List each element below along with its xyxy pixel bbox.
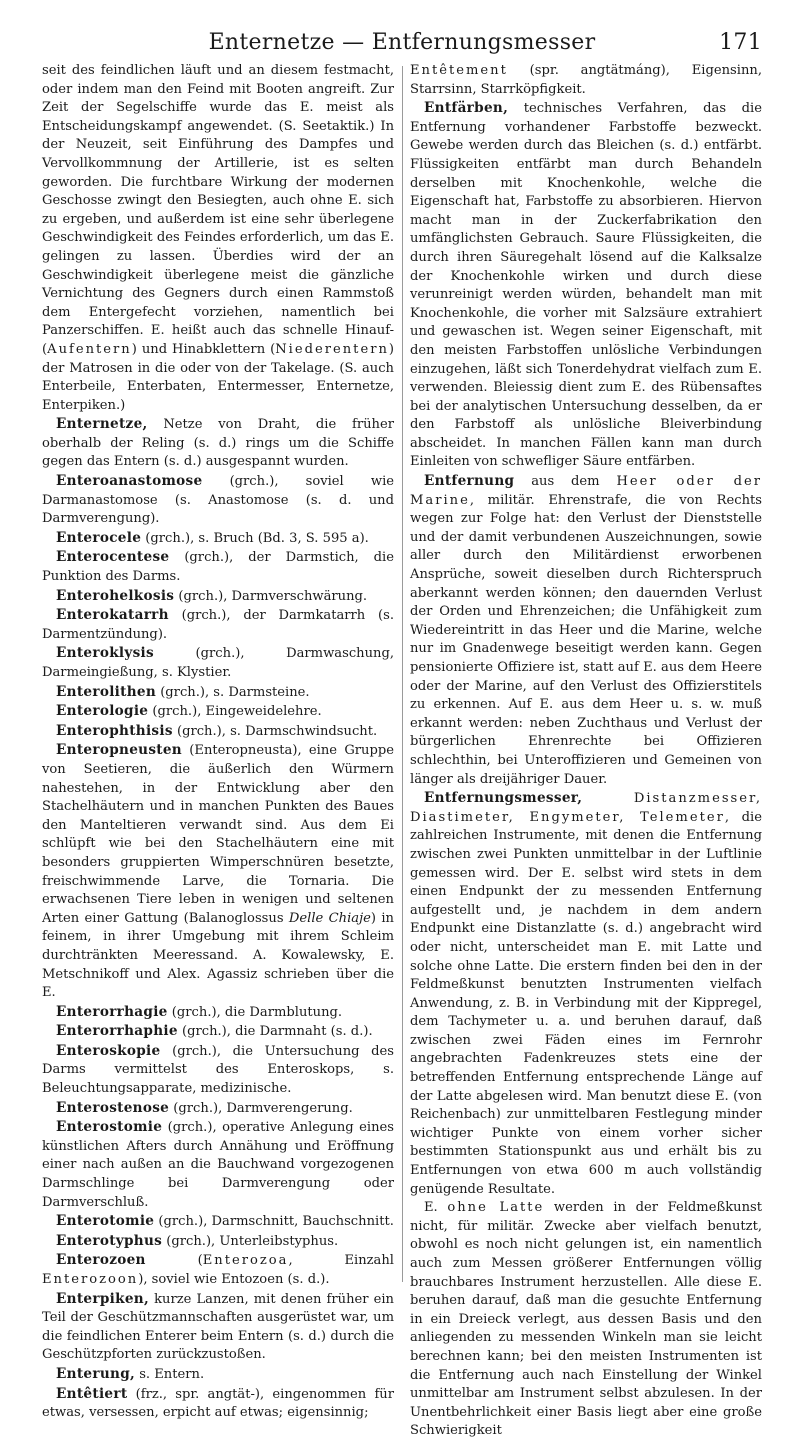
entry-enterostomie: Enterostomie (grch.), operative Anlegung eines künstlichen Afters durch Annähung und Eröffnung einer nach außen an die Bauchwand vorgezogenen Darmschlinge bei Darmverengung oder Darmverschluß.	[42, 1119, 394, 1210]
headword: Entêtiert	[56, 1385, 128, 1402]
text-columns	[42, 62, 762, 1439]
entry-enterocele: Enterocele (grch.), s. Bruch (Bd. 3, S. 595 a).	[56, 529, 369, 546]
entry-enterpiken: Enterpiken, kurze Lanzen, mit denen früher ein Teil der Geschützmannschaften ausgerüstet war, um die feindlichen Enterer beim Entern (s. d.) durch die Geschützpforten zurückzustoßen.	[42, 1290, 394, 1363]
headword: Enterocele	[56, 529, 142, 546]
page-header	[42, 28, 762, 62]
running-title: Enternetze — Entfernungsmesser	[208, 30, 596, 55]
entry-entfernung: Entfernung aus dem Heer oder der Marine, militär. Ehrenstrafe, die von Rechts wegen zur Folge hat: den Verlust der Dienststelle und der damit verbundenen Auszeichnungen, sowie aller durch den Militärdienst erworbenen Ansprüche, soweit dieselben durch Richterspruch aberkannt werden können; den dauernden Verlust der Orden und Ehrenzeichen; die Unfähigkeit zum Wiedereintritt in das Heer und die Marine, welche nur im Gnadenwege beseitigt werden kann. Gegen pensionierte Offiziere ist, statt auf E. aus dem Heere oder der Marine, auf den Verlust des Offizierstitels zu erkennen. Auf E. aus dem Heer u. s. w. muß erkannt werden: neben Zuchthaus und Verlust der bürgerlichen Ehrenrechte bei Offizieren schlechthin, bei Unteroffizieren und Gemeinen von länger als dreijähriger Dauer.	[410, 473, 762, 787]
entry-enterocentese: Enterocentese (grch.), der Darmstich, die Punktion des Darms.	[42, 549, 394, 585]
headword: Enterolithen	[56, 683, 157, 700]
headword: Enterung,	[56, 1365, 136, 1382]
entry-enterophthisis: Enterophthisis (grch.), s. Darmschwindsucht.	[56, 722, 378, 739]
continued-paragraph: seit des feindlichen läuft und an diesem festmacht, oder indem man den Feind mit Booten angreift. Zur Zeit der Segelschiffe wurde das E. meist als Entscheidungskampf angewendet. (S. Seetaktik.) In der Neuzeit, seit Einführung des Dampfes und Vervollkommnung der Artillerie, ist es selten geworden. Die furchtbare Wirkung der modernen Geschosse zwingt den Besiegten, auch ohne E. sich zu ergeben, und außerdem ist eine sehr überlegene Geschwindigkeit des Feindes erforderlich, um das E. gelingen zu lassen. Überdies wird der an Geschwindigkeit überlegene meist die gänzliche Vernichtung des Gegners durch einen Rammstoß dem Entergefecht vorziehen, namentlich bei Panzerschiffen. E. heißt auch das schnelle Hinauf- (Aufentern) und Hinabklettern (Niederentern) der Matrosen in die oder von der Takelage. (S. auch Enterbeile, Enterbaten, Entermesser, Enternetze, Enterpiken.)	[42, 63, 394, 413]
headword: Enteropneusten	[56, 742, 182, 759]
headword: Enterotyphus	[56, 1232, 163, 1249]
entry-enteropneusten: Enteropneusten (Enteropneusta), eine Gruppe von Seetieren, die äußerlich den Würmern nahestehen, in der Entwicklung aber den Stachelhäutern und in manchen Punkten des Baues den Manteltieren verwandt sind. Aus dem Ei schlüpft wie bei den Stachelhäutern eine mit besonders gruppierten Wimperschnüren besetzte, freischwimmende Larve, die Tornaria. Die erwachsenen Tiere leben in wenigen und seltenen Arten einer Gattung (Balanoglossus Delle Chiaje) in feinem, in ihrer Umgebung mit ihrem Schleim durchtränkten Meeressand. A. Kowalewsky, E. Metschnikoff und Alex. Agassiz schrieben über die E.	[42, 742, 394, 1001]
entry-entetiert: Entêtiert (frz., spr. angtät-), eingenommen für etwas, versessen, erpicht auf etwas; eigensinnig;	[42, 1385, 394, 1421]
headword: Enterophthisis	[56, 722, 173, 739]
headword: Entfernung	[424, 473, 515, 490]
headword: Enterohelkosis	[56, 587, 175, 604]
entry-entetement: Entêtement (spr. angtätmáng), Eigensinn, Starrsinn, Starrköpfigkeit.	[410, 63, 762, 97]
headword: Enterokatarrh	[56, 607, 169, 624]
entry-enterohelkosis: Enterohelkosis (grch.), Darmverschwärung.	[56, 587, 368, 604]
entry-entfaerben: Entfärben, technisches Verfahren, das die Entfernung vorhandener Farbstoffe bezweckt. Gewebe werden durch das Bleichen (s. d.) entfärbt. Flüssigkeiten entfärbt man durch Behandeln derselben mit Knochenkohle, welche die Eigenschaft hat, Farbstoffe zu absorbieren. Hiervon macht man in der Zuckerfabrikation den umfänglichsten Gebrauch. Saure Flüssigkeiten, die durch ihren Säuregehalt lösend auf die Kalksalze der Knochenkohle wirken und durch diese verunreinigt werden würden, behandelt man mit Knochenkohle, die vorher mit Salzsäure extrahiert und gewaschen ist. Wegen seiner Eigenschaft, mit den meisten Farbstoffen unlösliche Verbindungen einzugehen, läßt sich Tonerdehydrat vielfach zum E. verwenden. Bleiessig dient zum E. des Rübensaftes bei der analytischen Untersuchung desselben, da er den Farbstoff als unlösliche Bleiverbindung abscheidet. In manchen Fällen kann man durch Einleiten von schwefliger Säure entfärben.	[410, 100, 762, 470]
entry-enterung: Enterung, s. Entern.	[56, 1365, 205, 1382]
entry-enteroklysis: Enteroklysis (grch.), Darmwaschung, Darmeingießung, s. Klystier.	[42, 645, 394, 680]
headword: Enterotomie	[56, 1213, 155, 1230]
headword: Enterostenose	[56, 1099, 170, 1116]
left-column	[42, 62, 394, 1421]
entry-enterotomie: Enterotomie (grch.), Darmschnitt, Bauchschnitt.	[56, 1213, 394, 1230]
entry-entfernungsmesser: Entfernungsmesser, Distanzmesser, Diastimeter, Engymeter, Telemeter, die zahlreichen Instrumente, mit denen die Entfernung zwischen zwei Punkten unmittelbar in der Luftlinie gemessen wird. Der E. selbst wird stets in dem einen Endpunkt der zu messenden Entfernung aufgestellt und, je nachdem in dem andern Endpunkt eine Distanzlatte (s. d.) angebracht wird oder nicht, unterscheidet man E. mit Latte und solche ohne Latte. Die erstern finden bei den in der Feldmeßkunst benutzten Instrumenten vielfach Anwendung, z. B. in Verbindung mit der Kippregel, dem Tachymeter u. a. und beruhen darauf, daß zwischen zwei Fäden eines im Fernrohr angebrachten Fadenkreuzes stets eine der betreffenden Entfernung entsprechende Länge auf der Latte abgelesen wird. Man benutzt diese E. (von Reichenbach) zur unmittelbaren Festlegung minder wichtiger Punkte von einem vorher sicher bestimmten Stationspunkt aus und erhält bis zu Entfernungen von etwa 600 m auch vollständig genügende Resultate.	[410, 790, 762, 1197]
headword: Entfernungsmesser,	[424, 790, 583, 807]
headword: Enterorrhaphie	[56, 1023, 178, 1040]
headword: Enterpiken,	[56, 1290, 149, 1307]
page-number: 171	[719, 30, 762, 55]
headword: Enteroanastomose	[56, 473, 203, 490]
headword: Enterozoen	[56, 1252, 146, 1269]
entry-enterorrhagie: Enterorrhagie (grch.), die Darmblutung.	[56, 1003, 343, 1020]
entry-enterorrhaphie: Enterorrhaphie (grch.), die Darmnaht (s. d.).	[56, 1023, 373, 1040]
entry-enternetze: Enternetze, Netze von Draht, die früher oberhalb der Reling (s. d.) rings um die Schiffe gegen das Entern (s. d.) ausgespannt wurden.	[42, 416, 394, 470]
headword: Enteroklysis	[56, 645, 154, 662]
headword: Enterorrhagie	[56, 1003, 168, 1020]
entry-enterozoen: Enterozoen (Enterozoa, Einzahl Enterozoon), soviel wie Entozoen (s. d.).	[42, 1252, 394, 1287]
entry-enterolithen: Enterolithen (grch.), s. Darmsteine.	[56, 683, 310, 700]
headword: Enteroskopie	[56, 1042, 161, 1059]
headword: Enterologie	[56, 703, 149, 720]
paragraph-ohne-latte: E. ohne Latte werden in der Feldmeßkunst nicht, für militär. Zwecke aber vielfach benutzt, obwohl es noch nicht gelungen ist, ein namentlich auch zum Messen größerer Entfernungen völlig brauchbares Instrument herzustellen. Alle diese E. beruhen darauf, daß man die gesuchte Entfernung in ein Dreieck verlegt, aus dessen Basis und den anliegenden zu messenden Winkeln man sie leicht berechnen kann; bei den meisten Instrumenten ist die Entfernung auch nach Einstellung der Winkel unmittelbar am Instrument selbst abzulesen. In der Unentbehrlichkeit einer Basis liegt aber eine große Schwierigkeit	[410, 1200, 762, 1439]
entry-enterotyphus: Enterotyphus (grch.), Unterleibstyphus.	[56, 1232, 339, 1249]
entry-enterologie: Enterologie (grch.), Eingeweidelehre.	[56, 703, 322, 720]
column-divider	[402, 66, 403, 1282]
right-column	[410, 62, 762, 1439]
headword: Enterocentese	[56, 549, 170, 566]
headword: Enternetze,	[56, 416, 148, 433]
entry-enteroanastomose: Enteroanastomose (grch.), soviel wie Darmanastomose (s. Anastomose (s. d. und Darmverengung).	[42, 473, 394, 527]
entry-enterostenose: Enterostenose (grch.), Darmverengerung.	[56, 1099, 353, 1116]
entry-enterokatarrh: Enterokatarrh (grch.), der Darmkatarrh (s. Darmentzündung).	[42, 607, 394, 642]
headword: Enterostomie	[56, 1119, 163, 1136]
entry-enteroskopie: Enteroskopie (grch.), die Untersuchung des Darms vermittelst des Enteroskops, s. Beleuchtungsapparate, medizinische.	[42, 1042, 394, 1097]
headword: Entfärben,	[424, 100, 509, 117]
